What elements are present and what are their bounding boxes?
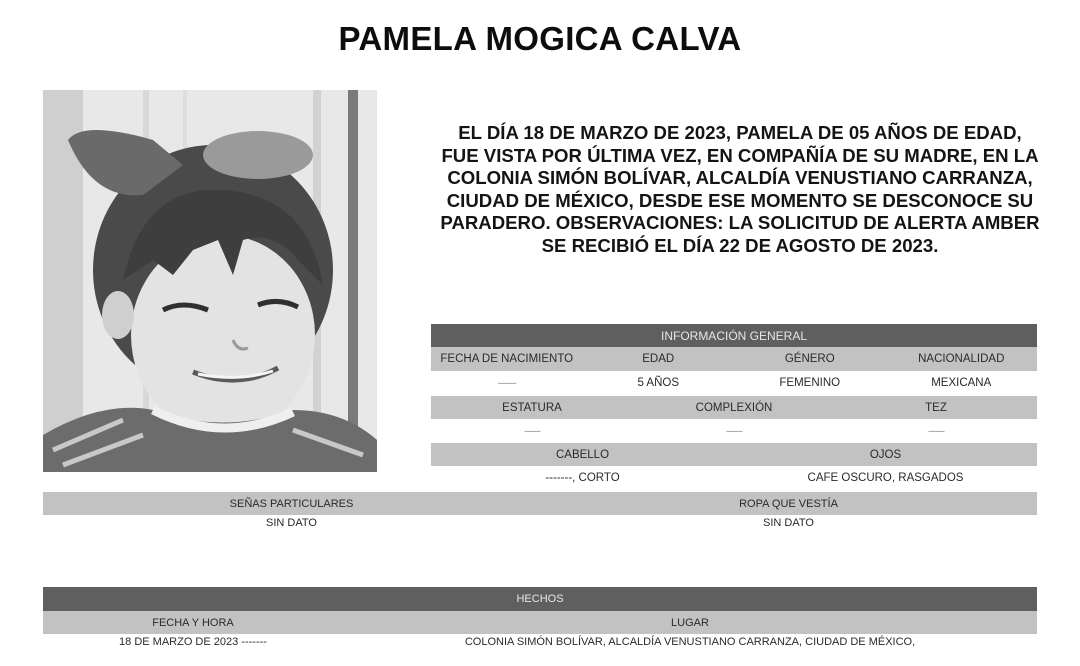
value-skin: -------- (928, 426, 944, 436)
hechos-values (43, 634, 1037, 650)
label-distinguishing-marks: SEÑAS PARTICULARES (229, 497, 354, 510)
details-values (43, 515, 1037, 531)
value-distinguishing-marks: SIN DATO (266, 517, 317, 529)
hechos-header: HECHOS (43, 587, 1037, 611)
value-age: 5 AÑOS (637, 377, 680, 389)
label-age: EDAD (642, 353, 675, 365)
value-clothing: SIN DATO (763, 517, 814, 529)
label-eyes: OJOS (869, 448, 902, 461)
value-nationality: MEXICANA (931, 377, 992, 389)
value-build: -------- (726, 426, 742, 436)
label-date-time: FECHA Y HORA (152, 616, 234, 629)
hechos-labels (43, 611, 1037, 634)
label-gender: GÉNERO (784, 353, 835, 365)
label-nationality: NACIONALIDAD (918, 353, 1005, 365)
info-row3-labels (431, 443, 1037, 466)
label-height: ESTATURA (502, 401, 562, 414)
page-title: PAMELA MOGICA CALVA (338, 20, 742, 57)
portrait-image (43, 90, 377, 472)
value-place: COLONIA SIMÓN BOLÍVAR, ALCALDÍA VENUSTIANO CARRANZA, CIUDAD DE MÉXICO, (464, 636, 916, 648)
value-date-time: 18 DE MARZO DE 2023 ------- (119, 636, 267, 648)
info-row1-values (431, 371, 1037, 395)
value-birthdate: --------- (497, 378, 516, 388)
value-eyes: CAFE OSCURO, RASGADOS (807, 472, 964, 484)
details-labels (43, 492, 1037, 515)
missing-person-photo (43, 90, 377, 472)
value-hair: -------, CORTO (545, 472, 620, 484)
info-row3-values (431, 466, 1037, 490)
info-general-header: INFORMACIÓN GENERAL (431, 324, 1037, 347)
value-height: -------- (524, 426, 540, 436)
label-clothing: ROPA QUE VESTÍA (739, 497, 838, 510)
label-build: COMPLEXIÓN (695, 401, 773, 414)
value-gender: FEMENINO (779, 377, 841, 389)
label-birthdate: FECHA DE NACIMIENTO (440, 353, 574, 365)
info-row1-labels (431, 347, 1037, 371)
label-place: LUGAR (671, 616, 709, 629)
label-hair: CABELLO (555, 448, 610, 461)
case-narrative: EL DÍA 18 DE MARZO DE 2023, PAMELA DE 05 AÑOS DE EDAD, FUE VISTA POR ÚLTIMA VEZ, EN COMPAÑÍA DE SU MADRE, EN LA COLONIA SIMÓN BOLÍVAR, ALCALDÍA VENUSTIANO CARRANZA, CIUDAD DE MÉXICO, DESDE ESE MOMENTO SE DESCONOCE SU PARADERO. OBSERVACIONES: LA SOLICITUD DE ALERTA AMBER SE RECIBIÓ EL DÍA 22 DE AGOSTO DE 2023. (440, 122, 1040, 256)
label-skin: TEZ (925, 401, 947, 414)
info-row2-values (431, 419, 1037, 443)
info-row2-labels (431, 396, 1037, 419)
